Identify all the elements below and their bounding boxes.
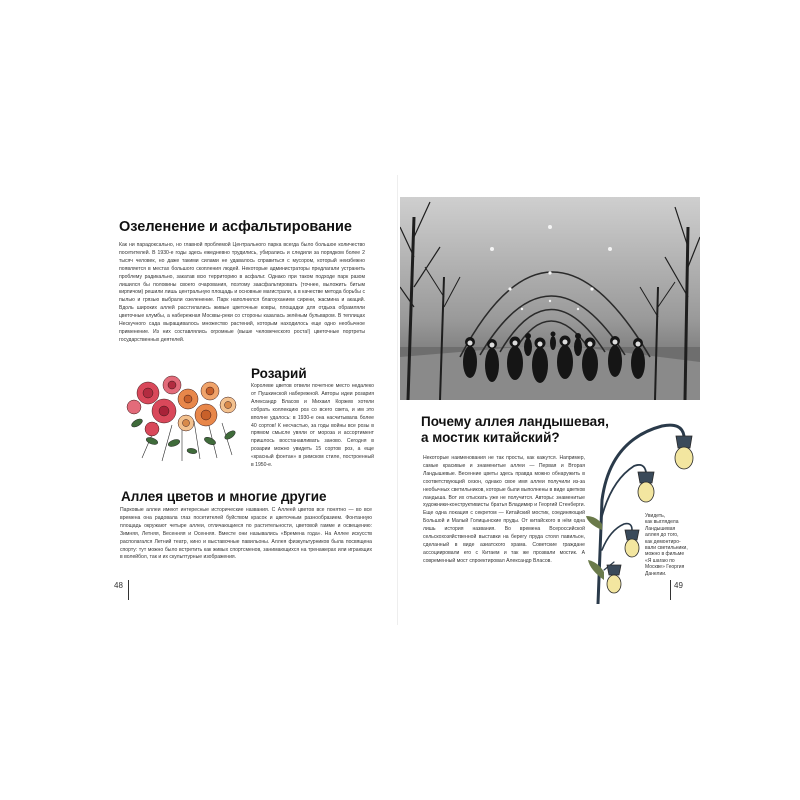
page-number-rule-right xyxy=(670,580,671,600)
heading-greening: Озеленение и асфальтирование xyxy=(119,219,352,235)
caption-lamp: Увидеть, как выглядела Ландышевая аллея до того, как демонтиро- вали светильники, можно в фильме «Я шагаю по Москве» Георгия Данелии. xyxy=(645,513,688,577)
book-spine xyxy=(397,175,398,625)
roses-illustration xyxy=(122,363,246,463)
heading-why-lily-alley-line1: Почему аллея ландышевая, xyxy=(421,414,609,429)
page-number-left: 48 xyxy=(114,581,123,590)
paragraph-lily-alley: Некоторые наименования не так просты, как кажутся. Например, самые красивые и знаменитые аллеи — Первая и Вторая Ландышевые. Весенние цветы здесь правда можно обнаружить в соответствующий сезон, однако свое имя аллеи получили из-за необычных светильников, которые были выполнены в виде цветков ландыша. Вот их отыскать уже не получится. Авторы: знаменитые художники-конструктивисты братья Владимир и Георгий Стенберги. Еще одна локация с секретом — Китайский мостик, соединяющий Большой и Малый Голицынские пруды. От китайского в нём одна лишь история названия. Во времена Всероссийской сельскохозяйственной выставки на берегу пруда стоял павильон, сделанный в виде азиатского храма. Советские граждане ассоциировали его с Китаем и так же прозвали мостик. А современный мост спроектировал Александр Власов. xyxy=(423,455,585,564)
paragraph-alley-of-flowers: Парковые аллеи имеют интересные исторические названия. С Аллеей цветов все понятно — во все времена она радовала глаз посетителей буйством красок и цветочным разнообразием. Фонтанную площадь окружают четыре аллеи, отличающиеся по растительности, цветовой гамме и освещению: Зимняя, Летняя, Весенняя и Осенняя. Вместе они назывались «Времена года». На Аллее искусств располагался Летний театр, кино и выставочные павильоны. Аллея физкультурников была посвящена спорту: тут можно было встретить как живых спортсменов, занимающихся на тренажерах или играющих в волейбол, так и их скульптурные изображения. xyxy=(120,507,372,561)
historic-alley-photo xyxy=(400,197,700,400)
paragraph-rosarium: Королеве цветов отвели почетное место недалеко от Пушкинской набережной. Авторы идеи розария Александр Власов и Михаил Коржев хотели собрать коллекцию роз со всего света, и им это вполне удалось: в 1930-е она насчитывала более 40 сортов! К несчастью, за годы войны все розы в прямом смысле увяли от мороза и ассортимент пришлось восстанавливать заново. Сегодня в розарии можно увидеть 15 сортов роз, а еще «красный фонтан» в римском стиле, построенный в 1950-е. xyxy=(251,383,374,469)
heading-alley-of-flowers: Аллея цветов и многие другие xyxy=(121,489,327,504)
page-number-rule-left xyxy=(128,580,129,600)
heading-why-lily-alley-line2: а мостик китайский? xyxy=(421,430,560,445)
paragraph-greening: Как ни парадоксально, но главной проблемой Центрального парка всегда было большое количество посетителей. В 1930-е годы здесь ежедневно трудились, убирались и следили за порядком более 2 тысяч человек, но даже такими силами не удавалось справиться с мусором, который неизбежно появляется в местах большого скопления людей. Некоторые администраторы предлагали устранить проблему радикально, закатав всю территорию в асфальт. Однако при таком подходе парк разом лишился бы половины своего очарования, поэтому заасфальтировать (точнее, выложить битым кирпичом) решили лишь центральную площадь и основные магистрали, а в качестве метода борьбы с пылью и грязью выбрали озеленение. Парк наполнился благоуханием сирени, жасмина и акаций. Вдоль широких аллей расстилались живые цветочные ковры, площадки для отдыха обрамляли цветочные клумбы, а набережная Москвы-реки со стороны казалась зелёным бульваром. В теплицах Нескучного сада выращивалось множество растений, которым находилось еще одно необычное применение. Из них составлялись огромные (выше человеческого роста!) цветочные портреты государственных деятелей. xyxy=(119,242,365,343)
heading-rosarium: Розарий xyxy=(251,366,307,381)
page-number-right: 49 xyxy=(674,581,683,590)
